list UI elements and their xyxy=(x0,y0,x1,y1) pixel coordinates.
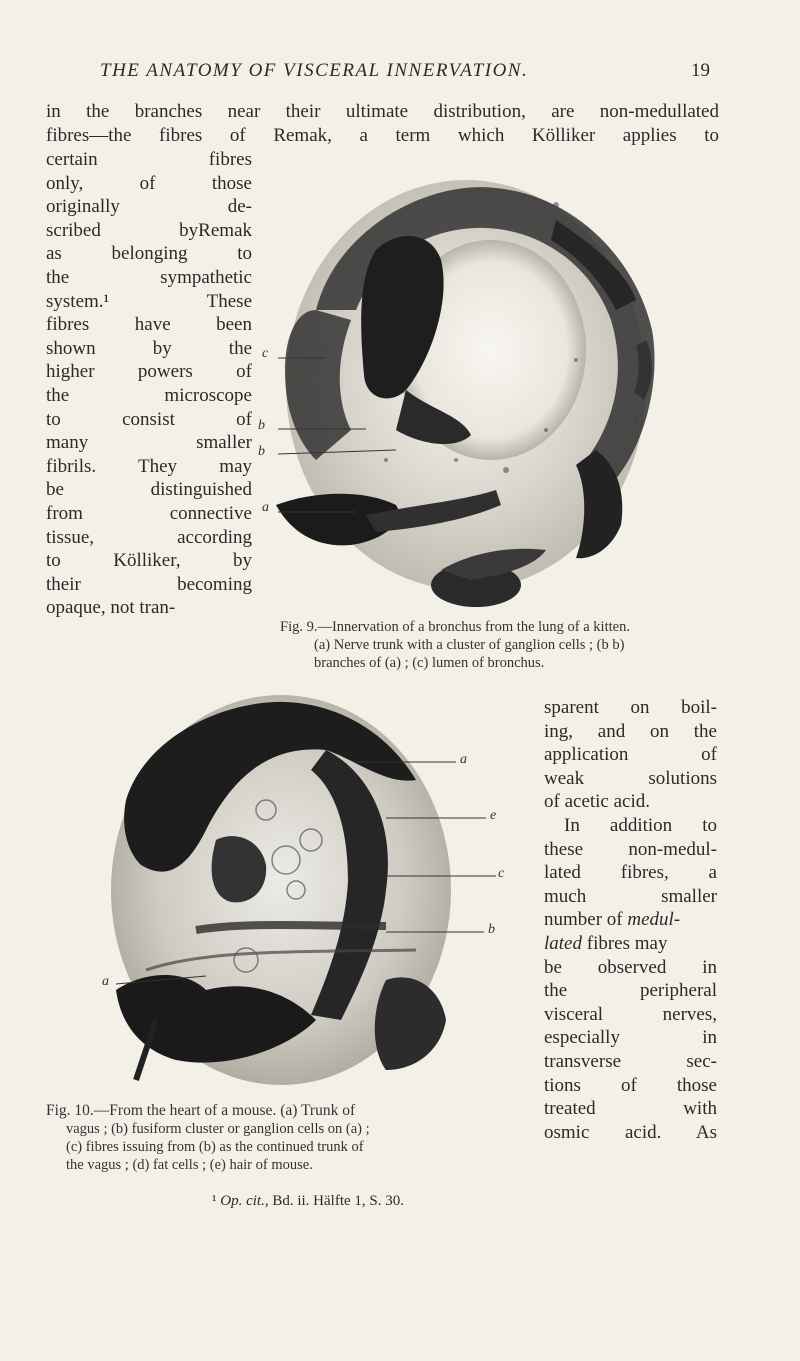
figure-9-label-a: a xyxy=(262,500,269,515)
text-line: visceral nerves, xyxy=(544,1003,717,1025)
opening-lines xyxy=(46,100,719,147)
text-line: fibres—the fibres of Remak, a term which Kölliker applies to xyxy=(46,124,719,146)
caption-line: Fig. 9.—Innervation of a bronchus from the lung of a kitten. xyxy=(280,619,630,635)
text-line: in the branches near their ultimate distribution, are non-medullated xyxy=(46,101,719,122)
figure-10-label-a: a xyxy=(460,752,467,767)
figure-10-illustration xyxy=(86,690,520,1098)
text-line: lated fibres, a xyxy=(544,862,717,884)
figure-9-label-c: c xyxy=(262,346,269,361)
text-line: treated with xyxy=(544,1098,717,1120)
footnote xyxy=(212,1193,404,1210)
text-line: especially in xyxy=(544,1027,717,1049)
text-line: scribed byRemak xyxy=(46,219,252,241)
caption-line: vagus ; (b) fusiform cluster or ganglion cells on (a) ; xyxy=(66,1121,370,1137)
text-line xyxy=(544,908,717,932)
text-line: tions of those xyxy=(544,1074,717,1096)
text-line: as belonging to xyxy=(46,243,252,265)
text-line: originally de- xyxy=(46,196,252,218)
text-line: the peripheral xyxy=(544,980,717,1002)
figure-9-illustration xyxy=(256,160,674,618)
caption-line: Fig. 10.—From the heart of a mouse. (a) Trunk of xyxy=(46,1102,356,1119)
text-line: their becoming xyxy=(46,573,252,595)
right-column-text xyxy=(544,696,717,1144)
footnote-marker: ¹ xyxy=(212,1193,217,1209)
text-line: many smaller xyxy=(46,432,252,454)
text-line: sparent on boil- xyxy=(544,697,717,718)
text-line: tissue, according xyxy=(46,526,252,548)
figure-9-label-b: b xyxy=(258,418,265,433)
figure-10-label-e: e xyxy=(490,808,497,823)
text-line: be observed in xyxy=(544,956,717,978)
text-line: application of xyxy=(544,744,717,766)
text-line: weak solutions xyxy=(544,767,717,789)
text-line: to Kölliker, by xyxy=(46,550,252,572)
text-fragment: number of xyxy=(544,909,623,931)
left-column-text xyxy=(46,148,252,620)
figure-10-label-b: b xyxy=(488,922,495,937)
text-line: system.¹ These xyxy=(46,290,252,312)
caption-line: (a) Nerve trunk with a cluster of ganglion cells ; (b b) xyxy=(314,637,625,653)
text-line: the microscope xyxy=(46,384,252,406)
figure-9-label-b: b xyxy=(258,444,265,459)
text-line: only, of those xyxy=(46,172,252,194)
text-line: fibres have been xyxy=(46,314,252,336)
figure-10-drawing xyxy=(86,690,520,1098)
text-line: In addition to xyxy=(564,814,717,836)
text-line: shown by the xyxy=(46,337,252,359)
text-line: fibrils. They may xyxy=(46,455,252,477)
figure-9-caption xyxy=(280,618,740,672)
figure-10-caption xyxy=(46,1102,516,1174)
text-line: ing, and on the xyxy=(544,720,717,742)
text-line: the sympathetic xyxy=(46,266,252,288)
text-line: transverse sec- xyxy=(544,1050,717,1072)
caption-line: the vagus ; (d) fat cells ; (e) hair of mouse. xyxy=(66,1157,313,1173)
figure-10-label-c: c xyxy=(498,866,505,881)
running-header xyxy=(100,60,710,82)
italic-term: lated xyxy=(544,932,582,954)
text-line: opaque, not tran- xyxy=(46,597,176,619)
running-title: THE ANATOMY OF VISCERAL INNERVATION. xyxy=(100,60,529,81)
figure-10-label-a: a xyxy=(102,974,109,989)
footnote-text: , Bd. ii. Hälfte 1, S. 30. xyxy=(264,1193,404,1209)
text-line: these non-medul- xyxy=(544,838,717,860)
text-line: certain fibres xyxy=(46,149,252,170)
text-line: to consist of xyxy=(46,408,252,430)
caption-line: (c) fibres issuing from (b) as the continued trunk of xyxy=(66,1139,364,1155)
footnote-citation: Op. cit. xyxy=(220,1193,265,1209)
italic-term: medul- xyxy=(627,909,681,931)
text-line: be distinguished xyxy=(46,479,252,501)
text-line: from connective xyxy=(46,502,252,524)
text-fragment: fibres may xyxy=(586,932,668,954)
caption-line: branches of (a) ; (c) lumen of bronchus. xyxy=(314,655,545,671)
text-line: higher powers of xyxy=(46,361,252,383)
text-line: osmic acid. As xyxy=(544,1121,717,1143)
text-line: much smaller xyxy=(544,885,717,907)
figure-9-drawing xyxy=(256,160,674,618)
page-number: 19 xyxy=(691,60,710,81)
text-line xyxy=(544,932,717,956)
text-line: of acetic acid. xyxy=(544,791,651,813)
